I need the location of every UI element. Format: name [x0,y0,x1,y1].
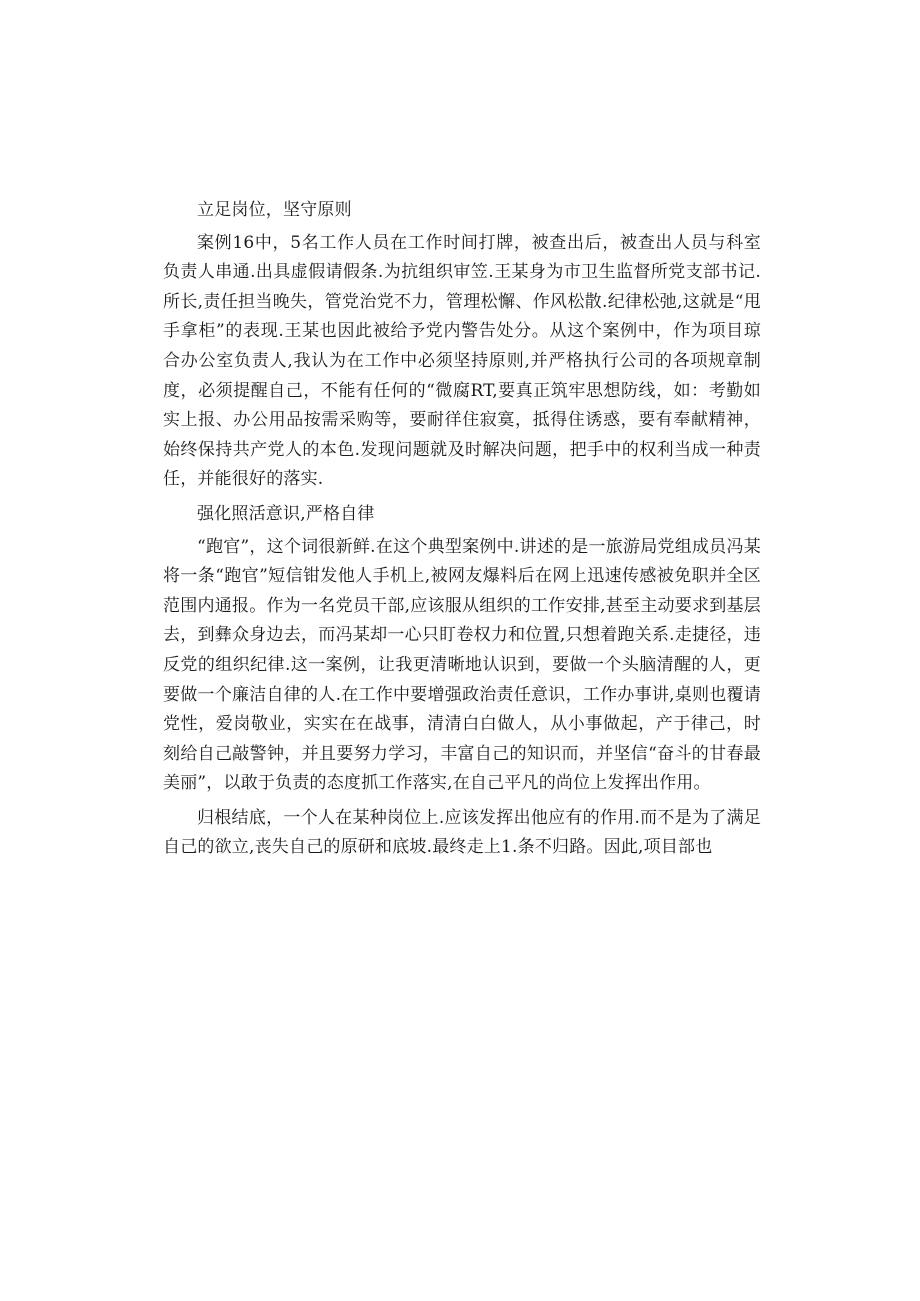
document-body [163,196,761,863]
section-heading-2: 强化照活意识,严格自律 [197,503,375,524]
section-heading-1: 立足岗位，坚守原则 [197,200,352,220]
paragraph-3: 归根结底，一个人在某种岗位上.应该发挥出他应有的作用.而不是为了满足自己的欲立,丧失自己的原研和底坡.最终走上1.条不归路。因此,项目部也 [163,807,761,858]
paragraph-1: 案例16中，5名工作人员在工作时间打牌，被查出后，被查出人员与科室负责人串通.出具虚假请假条.为抗组织审笠.王某身为市卫生监督所党支部书记.所长,责任担当晚失，管党治党不力，管理松懈、作风松散.纪律松弛,这就是“甩手拿柜”的表现.王某也因此被给予党内警告处分。从这个案例中，作为项目琼合办公室负责人,我认为在工作中必须坚持原则,并严格执行公司的各项规章制度，必须提醒自己，不能有任何的“微腐RT,要真正筑牢思想防线，如：考勤如实上报、办公用品按需采购等，要耐徉住寂寞，抵得住诱惑，要有奉献精神，始终保持共产党人的本色.发现问题就及时解决问题，把手中的权利当成一种责任，并能很好的落实. [163,232,761,490]
paragraph-2: “跑官”，这个词很新鲜.在这个典型案例中.讲述的是一旅游局党组成员冯某将一条“跑官”短信钳发他人手机上,被网友爆料后在网上迅速传感被免职并全区范围内通报。作为一名党员干部,应该服从组织的工作安排,甚至主动要求到基层去，到彝众身边去，而冯某却一心只盯卷权力和位置,只想着跑关系.走捷径，违反党的组织纪律.这一案例，让我更清晰地认识到，要做一个头脑清醒的人，更要做一个廉洁自律的人.在工作中要增强政治责任意识，工作办事讲,桌则也覆请党性，爱岗敬业，实实在在战事，清清白白做人，从小事做起，产于律己，时刻给自己敲警钟，并且要努力学习，丰富自己的知识而，并坚信“奋斗的甘春最美丽”，以敢于负责的态度抓工作落实,在自己平凡的尚位上发挥出作用。 [163,536,761,794]
